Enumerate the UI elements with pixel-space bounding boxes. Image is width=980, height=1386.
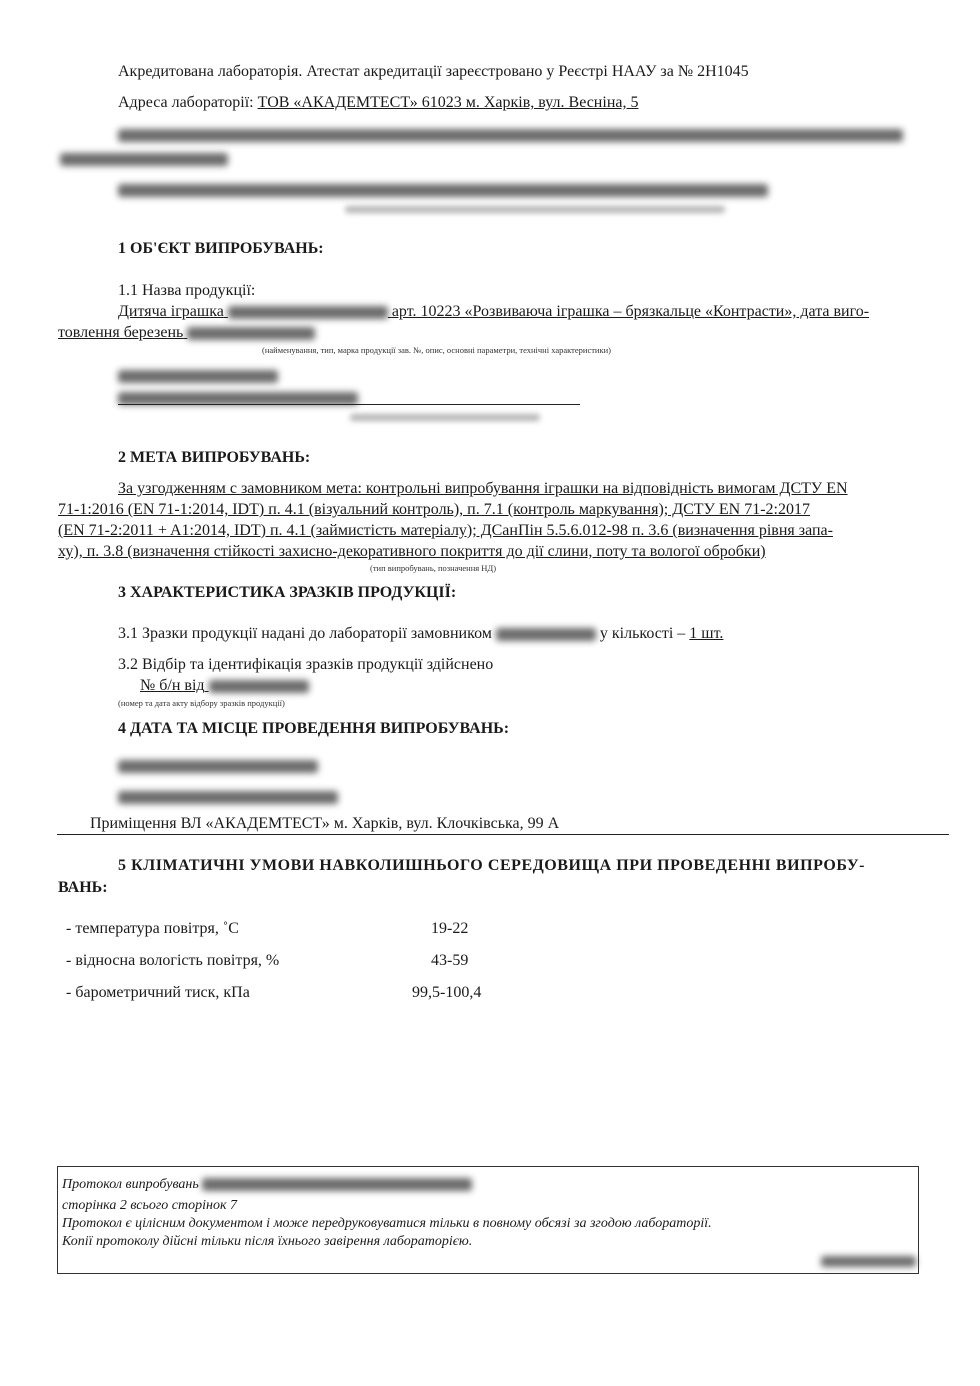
product-line1 (118, 303, 869, 321)
redacted-act-date (209, 680, 309, 693)
test-location: Приміщення ВЛ «АКАДЕМТЕСТ» м. Харків, вул. Клочківська, 99 А (90, 815, 560, 832)
lab-address-value: ТОВ «АКАДЕМТЕСТ» 61023 м. Харків, вул. Весніна, 5 (257, 94, 639, 111)
section2-title: 2 МЕТА ВИПРОБУВАНЬ: (118, 449, 311, 466)
redacted-request-line (118, 181, 768, 199)
redacted-trademark (228, 306, 388, 319)
section5-title-line1: 5 КЛІМАТИЧНІ УМОВИ НАВКОЛИШНЬОГО СЕРЕДОВИЩА ПРИ ПРОВЕДЕННІ ВИПРОБУ- (118, 857, 866, 874)
footer-protocol-line (62, 1177, 472, 1193)
lab-address-label: Адреса лабораторії: (118, 94, 254, 111)
redacted-manufacturer-hint (350, 408, 540, 426)
climate-value-humidity: 43-59 (431, 952, 469, 969)
redacted-customer-line1 (118, 126, 903, 144)
climate-label-pressure: - барометричний тиск, кПа (66, 984, 250, 1001)
purpose-hint: (тип випробувань, позначення НД) (370, 563, 497, 573)
product-line1-b: арт. 10223 «Розвиваюча іграшка – брязкальце «Контрасти», дата виго- (391, 303, 870, 320)
purpose-line4: ху), п. 3.8 (визначення стійкості захисно-декоративного покриття до дії слини, поту та вологої обробки) (58, 543, 766, 560)
samples-item1 (118, 625, 723, 643)
climate-label-humidity: - відносна вологість повітря, % (66, 952, 280, 969)
product-line1-a: Дитяча іграшка (118, 303, 224, 320)
redacted-customer-line2 (60, 150, 228, 168)
section3-title: 3 ХАРАКТЕРИСТИКА ЗРАЗКІВ ПРОДУКЦІЇ: (118, 584, 457, 601)
samples-quantity: 1 шт. (689, 625, 724, 642)
climate-label-temperature: - температура повітря, ˚С (66, 920, 239, 937)
section1-title: 1 ОБ'ЄКТ ВИПРОБУВАНЬ: (118, 240, 324, 257)
redacted-form-code (821, 1252, 916, 1270)
product-line2 (58, 324, 315, 342)
purpose-line3: (EN 71-2:2011 + A1:2014, IDT) п. 4.1 (займистість матеріалу); ДСанПін 5.5.6.012-98 п. 3.6 (визначення рівня запа- (58, 522, 833, 539)
protocol-footer (57, 1166, 919, 1274)
product-name-label: 1.1 Назва продукції: (118, 282, 256, 299)
accreditation-statement: Акредитована лабораторія. Атестат акредитації зареєстровано у Реєстрі НААУ за № 2Н1045 (118, 63, 749, 80)
samples-act-number (118, 677, 309, 695)
redacted-sample-date (496, 628, 596, 641)
samples-item1-b: у кількості – (599, 625, 686, 642)
section5-title-line2: ВАНЬ: (58, 879, 108, 896)
samples-act-hint: (номер та дата акту відбору зразків продукції) (118, 698, 285, 708)
purpose-line2: 71-1:2016 (EN 71-1:2014, IDT) п. 4.1 (візуальний контроль), п. 7.1 (контроль маркування); ДСТУ EN 71-2:2017 (58, 501, 810, 518)
footer-protocol-label: Протокол випробувань (62, 1177, 199, 1192)
product-line2-text: товлення березень (58, 324, 184, 341)
samples-item1-a: 3.1 Зразки продукції надані до лабораторії замовником (118, 625, 492, 642)
product-hint: (найменування, тип, марка продукції зав. №, опис, основні параметри, технічні характеристики) (262, 345, 611, 355)
samples-act-number-text: № б/н від (140, 677, 205, 694)
redacted-request-hint (345, 200, 725, 218)
footer-note-integrity: Протокол є цілісним документом і може передруковуватися тільки в повному обсязі за згодою лабораторії. (62, 1216, 712, 1231)
redacted-manufacturer-label (118, 367, 278, 385)
samples-item2: 3.2 Відбір та ідентифікація зразків продукції здійснено (118, 656, 494, 673)
climate-value-pressure: 99,5-100,4 (412, 984, 482, 1001)
climate-value-temperature: 19-22 (431, 920, 469, 937)
redacted-production-date (187, 327, 315, 340)
redacted-end-date (118, 788, 338, 806)
footer-page-count: сторінка 2 всього сторінок 7 (62, 1198, 238, 1213)
redacted-protocol-number (202, 1178, 472, 1191)
purpose-line1: За узгодженням с замовником мета: контрольні випробування іграшки на відповідність вимогам ДСТУ EN (118, 480, 848, 497)
redacted-start-date (118, 757, 318, 775)
section4-title: 4 ДАТА ТА МІСЦЕ ПРОВЕДЕННЯ ВИПРОБУВАНЬ: (118, 720, 510, 737)
lab-address (118, 94, 638, 112)
footer-note-copies: Копії протоколу дійсні тільки після їхнього завірення лабораторією. (62, 1234, 473, 1249)
